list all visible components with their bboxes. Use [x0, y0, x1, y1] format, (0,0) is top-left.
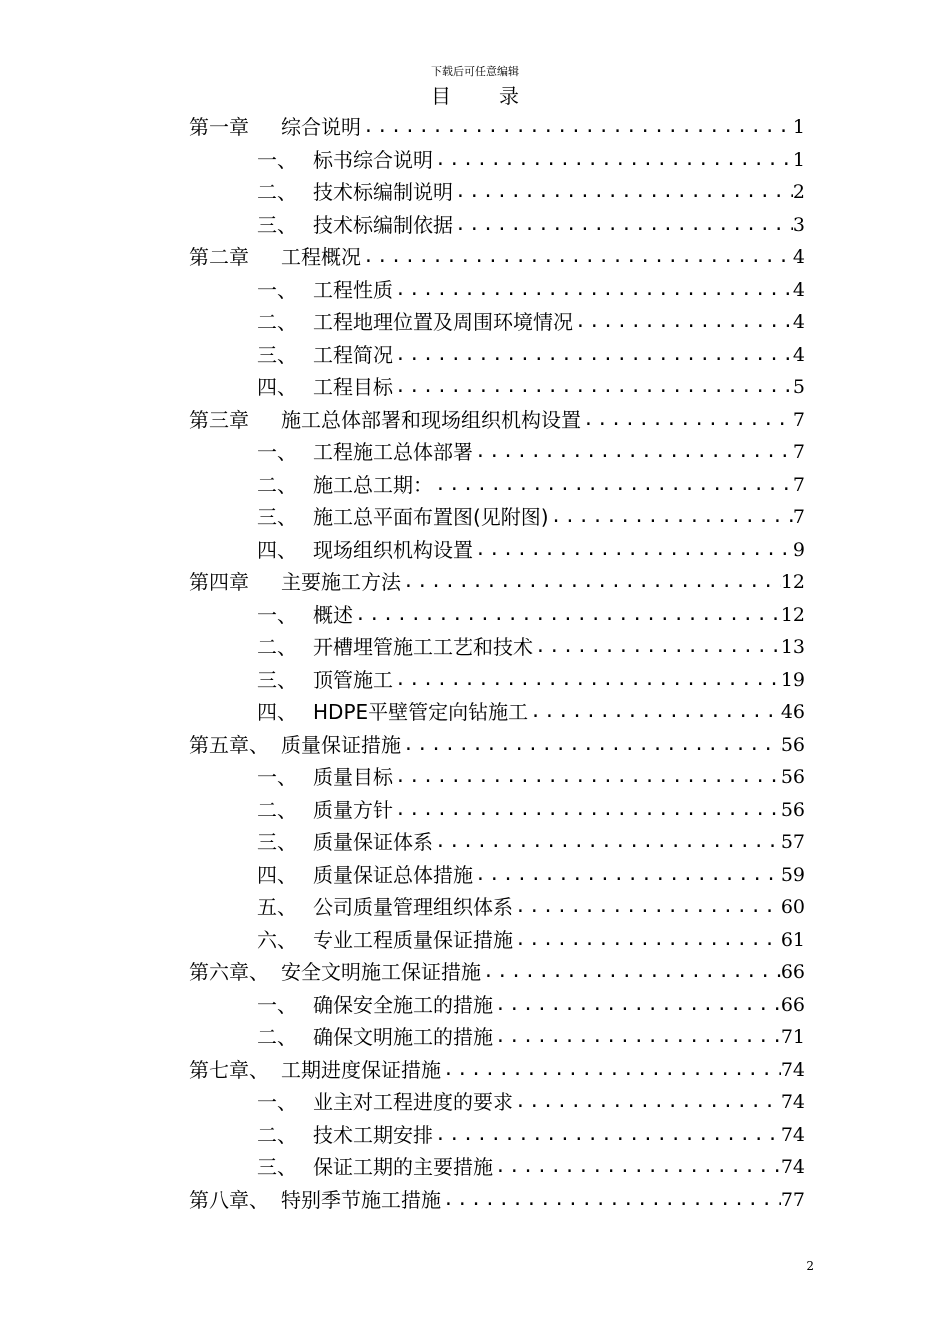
toc-dot-leader — [441, 1058, 781, 1082]
toc-entry-number: 三、 — [257, 342, 297, 367]
toc-entry-title: 工程性质 — [313, 277, 393, 302]
toc-dot-leader — [433, 148, 793, 172]
toc-title — [0, 83, 950, 109]
toc-entry-title: 工程概况 — [281, 245, 361, 270]
toc-dot-leader — [353, 603, 781, 627]
toc-entry-page: 56 — [780, 766, 805, 789]
toc-dot-leader — [433, 473, 793, 497]
toc-entry-number: 一、 — [257, 147, 297, 172]
toc-dot-leader — [393, 375, 793, 399]
toc-entry-page: 56 — [780, 733, 805, 756]
toc-entry-number: 四、 — [257, 700, 297, 725]
toc-dot-leader — [473, 863, 781, 887]
toc-entry-number: 第七章、 — [189, 1057, 269, 1082]
toc-entry-number: 三、 — [257, 667, 297, 692]
toc-entry-page: 19 — [780, 668, 805, 691]
toc-entry-page: 46 — [780, 701, 805, 724]
toc-entry-title: 工程简况 — [313, 342, 393, 367]
toc-dot-leader — [473, 538, 793, 562]
toc-entry-page: 4 — [792, 246, 805, 269]
toc-entry-number: 三、 — [257, 212, 297, 237]
toc-chapter-2[interactable] — [189, 241, 805, 274]
toc-entry-title: 开槽埋管施工工艺和技术 — [313, 635, 533, 660]
toc-entry-number: 一、 — [257, 602, 297, 627]
toc-dot-leader — [433, 830, 781, 854]
toc-entry-page: 74 — [780, 1156, 805, 1179]
toc-entry-number: 六、 — [257, 927, 297, 952]
toc-dot-leader — [401, 733, 781, 757]
toc-chapter-3[interactable] — [189, 404, 805, 437]
toc-entry-page: 74 — [780, 1058, 805, 1081]
toc-entry-page: 56 — [780, 798, 805, 821]
toc-dot-leader — [453, 213, 793, 237]
toc-chapter-7[interactable] — [189, 1054, 805, 1087]
toc-dot-leader — [393, 343, 793, 367]
toc-entry-page: 4 — [792, 311, 805, 334]
toc-entry-page: 3 — [792, 213, 805, 236]
toc-entry-page: 1 — [792, 148, 805, 171]
toc-entry-title: 安全文明施工保证措施 — [281, 960, 481, 985]
toc-entry-number: 三、 — [257, 830, 297, 855]
toc-entry-title: 质量方针 — [313, 797, 393, 822]
toc-dot-leader — [481, 960, 781, 984]
toc-entry-number: 第五章、 — [189, 732, 269, 757]
toc-section[interactable] — [189, 859, 805, 892]
toc-dot-leader — [361, 115, 793, 139]
toc-section[interactable] — [189, 371, 805, 404]
toc-chapter-6[interactable] — [189, 956, 805, 989]
toc-dot-leader — [361, 245, 793, 269]
toc-entry-number: 三、 — [257, 505, 297, 530]
toc-dot-leader — [581, 408, 793, 432]
toc-title-char-2: 录 — [499, 84, 519, 108]
toc-entry-number: 一、 — [257, 277, 297, 302]
toc-entry-number: 四、 — [257, 862, 297, 887]
toc-entry-title: 确保安全施工的措施 — [313, 992, 493, 1017]
toc-entry-page: 57 — [780, 831, 805, 854]
toc-entry-number: 二、 — [257, 1025, 297, 1050]
toc-entry-number: 第二章 — [189, 245, 249, 270]
toc-entry-title: 公司质量管理组织体系 — [313, 895, 513, 920]
toc-entry-number: 第六章、 — [189, 960, 269, 985]
toc-dot-leader — [401, 570, 781, 594]
toc-entry-title: 技术标编制依据 — [313, 212, 453, 237]
toc-entry-title: 工程施工总体部署 — [313, 440, 473, 465]
toc-entry-number: 二、 — [257, 635, 297, 660]
toc-entry-page: 7 — [792, 441, 805, 464]
toc-dot-leader — [493, 1025, 781, 1049]
toc-entry-title: 质量保证措施 — [281, 732, 401, 757]
toc-section[interactable] — [189, 306, 805, 339]
toc-entry-number: 一、 — [257, 992, 297, 1017]
toc-entry-page: 71 — [780, 1026, 805, 1049]
toc-entry-title: 综合说明 — [281, 115, 361, 140]
toc-section[interactable] — [189, 696, 805, 729]
toc-entry-page: 12 — [780, 603, 805, 626]
toc-dot-leader — [393, 765, 781, 789]
toc-entry-title: 标书综合说明 — [313, 147, 433, 172]
toc-entry-number: 四、 — [257, 375, 297, 400]
toc-section[interactable] — [189, 501, 805, 534]
toc-chapter-1[interactable] — [189, 111, 805, 144]
page-number: 2 — [806, 1259, 814, 1273]
toc-entry-title: 技术标编制说明 — [313, 180, 453, 205]
toc-entry-page: 9 — [792, 538, 805, 561]
toc-section[interactable] — [189, 176, 805, 209]
toc-entry-page: 1 — [792, 116, 805, 139]
toc-entry-page: 4 — [792, 278, 805, 301]
toc-entry-number: 一、 — [257, 440, 297, 465]
page-header-note: 下载后可任意编辑 — [431, 65, 519, 78]
toc-entry-title: 施工总工期： — [313, 472, 433, 497]
toc-entry-page: 59 — [780, 863, 805, 886]
toc-dot-leader — [453, 180, 793, 204]
toc-entry-title: 业主对工程进度的要求 — [313, 1090, 513, 1115]
toc-section[interactable] — [189, 599, 805, 632]
toc-entry-number: 三、 — [257, 1155, 297, 1180]
toc-section[interactable] — [189, 794, 805, 827]
toc-dot-leader — [433, 1123, 781, 1147]
toc-entry-page: 7 — [792, 473, 805, 496]
toc-entry-page: 60 — [780, 896, 805, 919]
toc-entry-title: 确保文明施工的措施 — [313, 1025, 493, 1050]
toc-section[interactable] — [189, 436, 805, 469]
toc-entry-number: 一、 — [257, 765, 297, 790]
toc-title-char-1: 目 — [431, 84, 451, 108]
toc-chapter-4[interactable] — [189, 566, 805, 599]
toc-entry-title: 专业工程质量保证措施 — [313, 927, 513, 952]
toc-section[interactable] — [189, 631, 805, 664]
toc-entry-page: 13 — [780, 636, 805, 659]
toc-entry-title: 主要施工方法 — [281, 570, 401, 595]
toc-entry-number: 一、 — [257, 1090, 297, 1115]
toc-dot-leader — [513, 928, 781, 952]
toc-dot-leader — [533, 635, 781, 659]
toc-dot-leader — [393, 278, 793, 302]
toc-entry-number: 五、 — [257, 895, 297, 920]
toc-entry-title: 工期进度保证措施 — [281, 1057, 441, 1082]
toc-entry-page: 5 — [792, 376, 805, 399]
toc-section[interactable] — [189, 534, 805, 567]
toc-entry-number: 四、 — [257, 537, 297, 562]
toc-section[interactable] — [189, 826, 805, 859]
toc-section[interactable] — [189, 989, 805, 1022]
toc-section[interactable] — [189, 1021, 805, 1054]
toc-section[interactable] — [189, 761, 805, 794]
toc-entry-title: 现场组织机构设置 — [313, 537, 473, 562]
toc-entry-page: 66 — [780, 961, 805, 984]
toc-dot-leader — [513, 1090, 781, 1114]
toc-dot-leader — [493, 993, 781, 1017]
toc-entry-page: 7 — [792, 408, 805, 431]
toc-entry-page: 77 — [780, 1188, 805, 1211]
toc-entry-number: 第四章 — [189, 570, 249, 595]
toc-entry-number: 二、 — [257, 797, 297, 822]
toc-dot-leader — [441, 1188, 781, 1212]
toc-section[interactable] — [189, 274, 805, 307]
toc-entry-title: 质量保证体系 — [313, 830, 433, 855]
toc-dot-leader — [528, 700, 781, 724]
toc-section[interactable] — [189, 1119, 805, 1152]
toc-entry-number: 二、 — [257, 1122, 297, 1147]
toc-section[interactable] — [189, 1086, 805, 1119]
toc-entry-number: 二、 — [257, 310, 297, 335]
toc-dot-leader — [549, 505, 793, 529]
toc-section[interactable] — [189, 144, 805, 177]
toc-entry-page: 61 — [780, 928, 805, 951]
toc-entry-page: 7 — [792, 506, 805, 529]
toc-entry-number: 第八章、 — [189, 1187, 269, 1212]
toc-entry-title: 概述 — [313, 602, 353, 627]
toc-entry-page: 2 — [792, 181, 805, 204]
toc-entry-number: 二、 — [257, 472, 297, 497]
toc-section[interactable] — [189, 891, 805, 924]
toc-entry-title: 技术工期安排 — [313, 1122, 433, 1147]
toc-entry-title: 工程目标 — [313, 375, 393, 400]
toc-entry-title: 质量目标 — [313, 765, 393, 790]
toc-section[interactable] — [189, 209, 805, 242]
toc-entry-title: 工程地理位置及周围环境情况 — [313, 310, 573, 335]
toc-entry-title: HDPE平壁管定向钻施工 — [313, 700, 529, 725]
toc-entry-title: 顶管施工 — [313, 667, 393, 692]
toc-entry-page: 74 — [780, 1091, 805, 1114]
toc-entry-page: 4 — [792, 343, 805, 366]
toc-section[interactable] — [189, 1151, 805, 1184]
toc-chapter-8[interactable] — [189, 1184, 805, 1217]
toc-entry-title: 施工总平面布置图(见附图) — [313, 505, 549, 530]
toc-dot-leader — [473, 440, 793, 464]
toc-entry-page: 66 — [780, 993, 805, 1016]
toc-entry-title: 特别季节施工措施 — [281, 1187, 441, 1212]
table-of-contents — [189, 111, 805, 1216]
toc-entry-title: 施工总体部署和现场组织机构设置 — [281, 407, 581, 432]
toc-entry-page: 74 — [780, 1123, 805, 1146]
toc-chapter-5[interactable] — [189, 729, 805, 762]
toc-section[interactable] — [189, 339, 805, 372]
toc-section[interactable] — [189, 924, 805, 957]
toc-section[interactable] — [189, 469, 805, 502]
toc-dot-leader — [513, 895, 781, 919]
toc-entry-number: 二、 — [257, 180, 297, 205]
toc-dot-leader — [393, 798, 781, 822]
toc-dot-leader — [393, 668, 781, 692]
toc-entry-number: 第一章 — [189, 115, 249, 140]
toc-dot-leader — [493, 1155, 781, 1179]
toc-dot-leader — [573, 310, 793, 334]
toc-entry-title: 保证工期的主要措施 — [313, 1155, 493, 1180]
toc-entry-page: 12 — [780, 571, 805, 594]
toc-entry-number: 第三章 — [189, 407, 249, 432]
toc-section[interactable] — [189, 664, 805, 697]
toc-entry-title: 质量保证总体措施 — [313, 862, 473, 887]
